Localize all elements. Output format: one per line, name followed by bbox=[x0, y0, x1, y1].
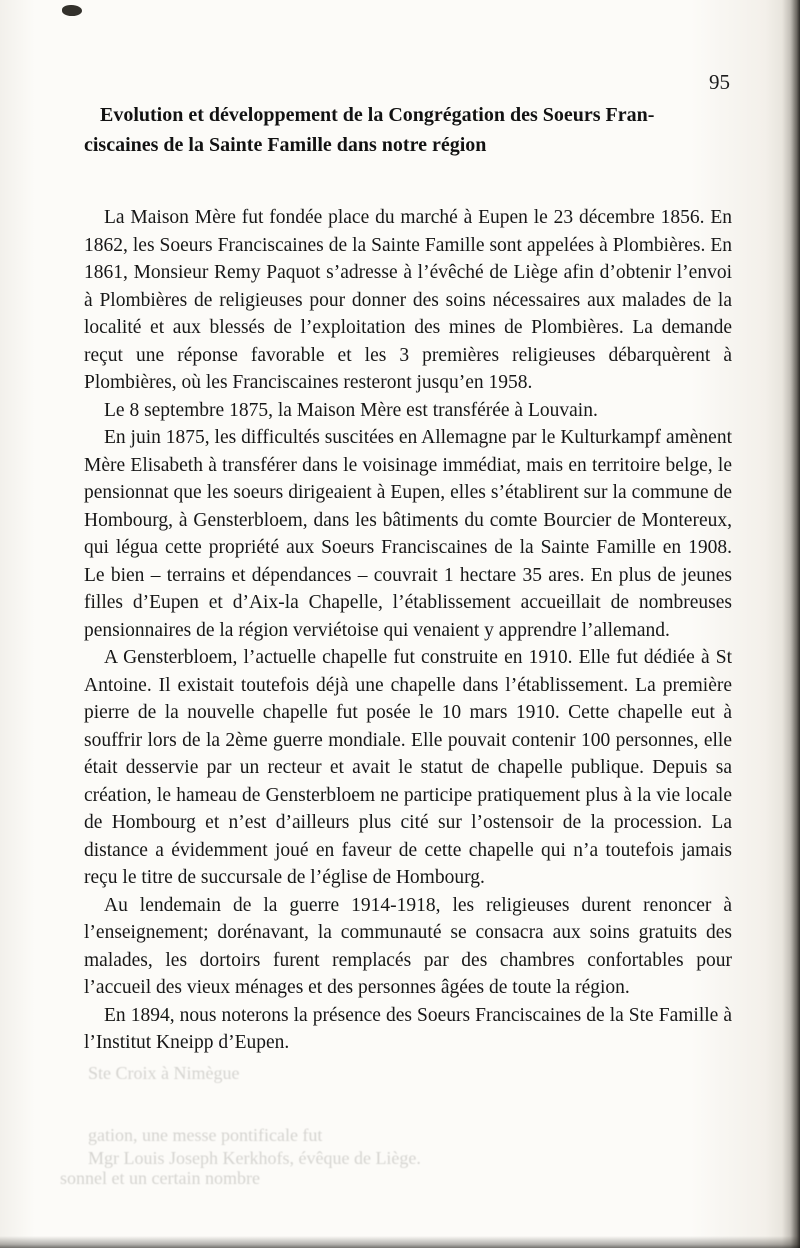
paragraph: En juin 1875, les difficultés suscitées en Allemagne par le Kulturkampf amènent Mère Elisabeth à transférer dans le voisinage immédiat, mais en territoire belge, le pensionnat que les soeurs dirigeaient à Eupen, elles s’établirent sur la commune de Hombourg, à Gensterbloem, dans les bâtiments du comte Bourcier de Montereux, qui légua cette propriété aux Soeurs Franciscaines de la Sainte Famille en 1908. Le bien – terrains et dépendances – couvrait 1 hectare 35 ares. En plus de jeunes filles d’Eupen et d’Aix-la Chapelle, l’établissement accueillait de nombreuses pensionnaires de la région verviétoise qui venaient y apprendre l’allemand. bbox=[84, 427, 732, 641]
page-content bbox=[84, 70, 732, 1057]
paragraph: En 1894, nous noterons la présence des Soeurs Franciscaines de la Ste Famille à l’Institut Kneipp d’Eupen. bbox=[84, 1004, 732, 1053]
scan-smudge-mark bbox=[62, 5, 82, 16]
paragraph: La Maison Mère fut fondée place du marché à Eupen le 23 décembre 1856. En 1862, les Soeurs Franciscaines de la Sainte Famille sont appelées à Plombières. En 1861, Monsieur Remy Paquot s’adresse à l’évêché de Liège afin d’obtenir l’envoi à Plombières de religieuses pour donner des soins nécessaires aux malades de la localité et aux blessés de l’exploitation des mines de Plombières. La demande reçut une réponse favorable et les 3 premières religieuses débarquèrent à Plombières, où les Franciscaines resteront jusqu’en 1958. bbox=[84, 207, 732, 393]
paragraph: A Gensterbloem, l’actuelle chapelle fut construite en 1910. Elle fut dédiée à St Antoine. Il existait toutefois déjà une chapelle dans l’établissement. La première pierre de la nouvelle chapelle fut posée le 10 mars 1910. Cette chapelle eut à souffrir lors de la 2ème guerre mondiale. Elle pouvait contenir 100 personnes, elle était desservie par un recteur et avait le statut de chapelle publique. Depuis sa création, le hameau de Gensterbloem ne participe pratiquement plus à la vie locale de Hombourg et n’est d’ailleurs plus cité sur l’ostensoir de la procession. La distance a évidemment joué en faveur de cette chapelle qui n’a toutefois jamais reçu le titre de succursale de l’église de Hombourg. bbox=[84, 647, 732, 888]
bleed-through-text: sonnel et un certain nombre bbox=[60, 1168, 260, 1188]
heading-line-2: ciscaines de la Sainte Famille dans notre région bbox=[84, 134, 487, 156]
chapter-heading bbox=[84, 100, 732, 160]
heading-line-1: Evolution et développement de la Congrégation des Soeurs Fran- bbox=[100, 104, 655, 126]
bleed-through-text: gation, une messe pontificale fut bbox=[88, 1125, 323, 1145]
scan-edge-shadow-bottom bbox=[0, 1236, 800, 1248]
body-paragraphs bbox=[84, 204, 732, 1057]
bleed-through-text: Mgr Louis Joseph Kerkhofs, évêque de Liège. bbox=[88, 1148, 421, 1168]
bleed-through-text: Ste Croix à Nimègue bbox=[88, 1063, 240, 1083]
paragraph: Au lendemain de la guerre 1914-1918, les religieuses durent renoncer à l’enseignement; dorénavant, la communauté se consacra aux soins gratuits des malades, les dortoirs furent remplacés par des chambres confortables pour l’accueil des vieux ménages et des personnes âgées de toute la région. bbox=[84, 894, 732, 998]
page-number: 95 bbox=[709, 70, 730, 94]
paragraph: Le 8 septembre 1875, la Maison Mère est transférée à Louvain. bbox=[104, 399, 598, 421]
scan-edge-shadow-right bbox=[782, 0, 800, 1248]
